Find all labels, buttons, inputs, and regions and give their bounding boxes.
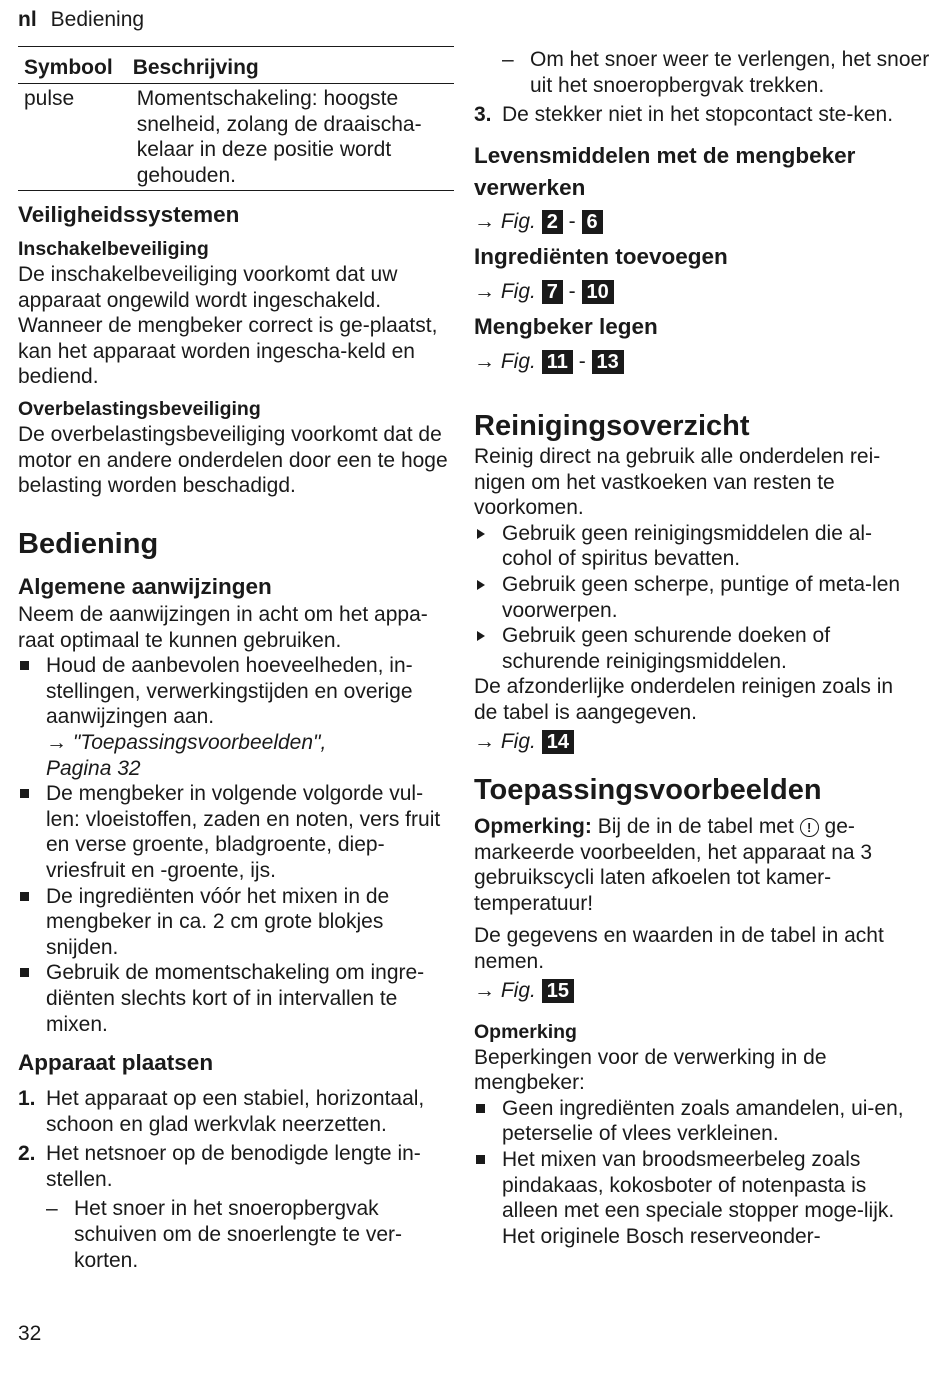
table-header-description: Beschrijving [132,56,259,79]
heading-levensmiddelen: Levensmiddelen met de mengbeker verwerken [474,142,856,200]
symbol-table [18,49,454,192]
figure-box: 10 [582,280,614,304]
table-header-symbol: Symbool [24,56,113,79]
list-item: Houd de aanbevolen hoeveelheden, in-stellingen, verwerkingstijden en overige aanwijzingen aan. → "Toepassingsvoorbeelden", Pagina 32 [18,653,454,781]
figure-box: 13 [592,350,624,374]
figure-box: 2 [542,210,563,234]
list-item: Gebruik geen schurende doeken of schurende reinigingsmiddelen. [474,623,914,674]
numbered-step: 1. Het apparaat op een stabiel, horizontaal, schoon en glad werkvlak neerzetten. [18,1087,425,1136]
heading-veiligheidssystemen: Veiligheidssystemen [18,202,240,227]
header-section: Bediening [50,8,145,31]
reference-page: Pagina 32 [46,756,141,780]
heading-reinigingsoverzicht: Reinigingsoverzicht [474,410,750,442]
figure-box: 14 [542,730,574,754]
heading-overbelastingsbeveiliging: Overbelastingsbeveiliging [18,397,261,420]
symbol-table-wrap [18,49,454,192]
heading-toepassingsvoorbeelden: Toepassingsvoorbeelden [474,774,822,806]
numbered-step: 2. Het netsnoer op de benodigde lengte in-stellen. [18,1142,421,1191]
heading-ingredienten-toevoegen: Ingrediënten toevoegen [474,243,728,269]
heading-bediening: Bediening [18,528,159,560]
paragraph-algemene-intro: Neem de aanwijzingen in acht om het appa-raat optimaal te kunnen gebruiken. [18,603,428,652]
heading-mengbeker-legen: Mengbeker legen [474,313,658,339]
figure-reference: → Fig. 14 [474,728,914,756]
paragraph-beperkingen: Beperkingen voor de verwerking in de mengbeker: [474,1045,827,1095]
reference-arrow: → [46,730,67,754]
figure-reference: → Fig. 7 - 10 [474,278,914,306]
language-code: nl [18,8,37,31]
list-item: Geen ingrediënten zoals amandelen, ui-en, peterselie of vlees verkleinen. [474,1096,914,1147]
paragraph-gegevens: De gegevens en waarden in de tabel in acht nemen. [474,924,884,973]
page-header [18,8,144,32]
table-row [18,84,454,193]
paragraph-overbelastingsbeveiliging: De overbelastingsbeveiliging voorkomt dat de motor en andere onderdelen door een te hoge belasting worden beschadigd. [18,422,448,498]
figure-box: 11 [542,350,573,374]
dash-item: – Om het snoer weer te verlengen, het snoer uit het snoeropbergvak trekken. [502,48,930,97]
list-item: De mengbeker in volgende volgorde vul-len: vloeistoffen, zaden en noten, vers fruit en verse groente, bladgroente, diep-vriesfruit en -groente, ijs. [18,781,454,883]
dash-item: – Het snoer in het snoeropbergvak schuiven om de snoerlengte te ver-korten. [46,1197,403,1272]
list-item: De ingrediënten vóór het mixen in de mengbeker in ca. 2 cm grote blokjes snijden. [18,884,454,961]
numbered-step: 3. De stekker niet in het stopcontact ste-ken. [474,103,894,127]
figure-box: 7 [542,280,563,304]
page-number: 32 [18,1322,42,1345]
reference-text: "Toepassingsvoorbeelden", [72,730,327,754]
figure-reference: → Fig. 15 [474,977,914,1005]
heading-opmerking: Opmerking [474,1020,577,1043]
list-item: Gebruik geen scherpe, puntige of meta-len voorwerpen. [474,572,914,623]
heading-inschakelbeveiliging: Inschakelbeveiliging [18,238,209,260]
paragraph-reiniging-intro: Reinig direct na gebruik alle onderdelen rei-nigen om het vastkoeken van resten te voorkomen. [474,445,881,520]
figure-box: 15 [542,979,574,1003]
warning-circle-icon: ! [800,818,819,837]
table-cell-description: Momentschakeling: hoogste snelheid, zolang de draaischa-kelaar in deze positie wordt gehouden. [136,87,422,187]
table-cell-symbol: pulse [24,87,75,110]
figure-reference: → Fig. 11 - 13 [474,348,914,376]
paragraph-opmerking: Opmerking: Bij de in de tabel met ! ge-markeerde voorbeelden, het apparaat na 3 gebruikscycli laten afkoelen tot kamer-temperatuur! [474,815,873,915]
paragraph-reiniging-outro: De afzonderlijke onderdelen reinigen zoals in de tabel is aangegeven. [474,675,894,724]
list-item: Het mixen van broodsmeerbeleg zoals pindakaas, kokosboter of notenpasta is alleen met een speciale stopper moge-lijk. Het originele Bosch reserveonder- [474,1147,914,1249]
heading-apparaat-plaatsen: Apparaat plaatsen [18,1050,214,1075]
list-item: Gebruik de momentschakeling om ingre-diënten slechts kort of in intervallen te mixen. [18,960,454,1037]
figure-reference: → Fig. 2 - 6 [474,208,914,236]
heading-algemene-aanwijzingen: Algemene aanwijzingen [18,574,272,599]
paragraph-inschakelbeveiliging: De inschakelbeveiliging voorkomt dat uw apparaat ongewild wordt ingeschakeld. Wanneer de mengbeker correct is ge-plaatst, kan het apparaat worden ingescha-keld en bediend. [18,263,438,389]
list-item: Gebruik geen reinigingsmiddelen die al-cohol of spiritus bevatten. [474,521,914,572]
figure-box: 6 [582,210,603,234]
